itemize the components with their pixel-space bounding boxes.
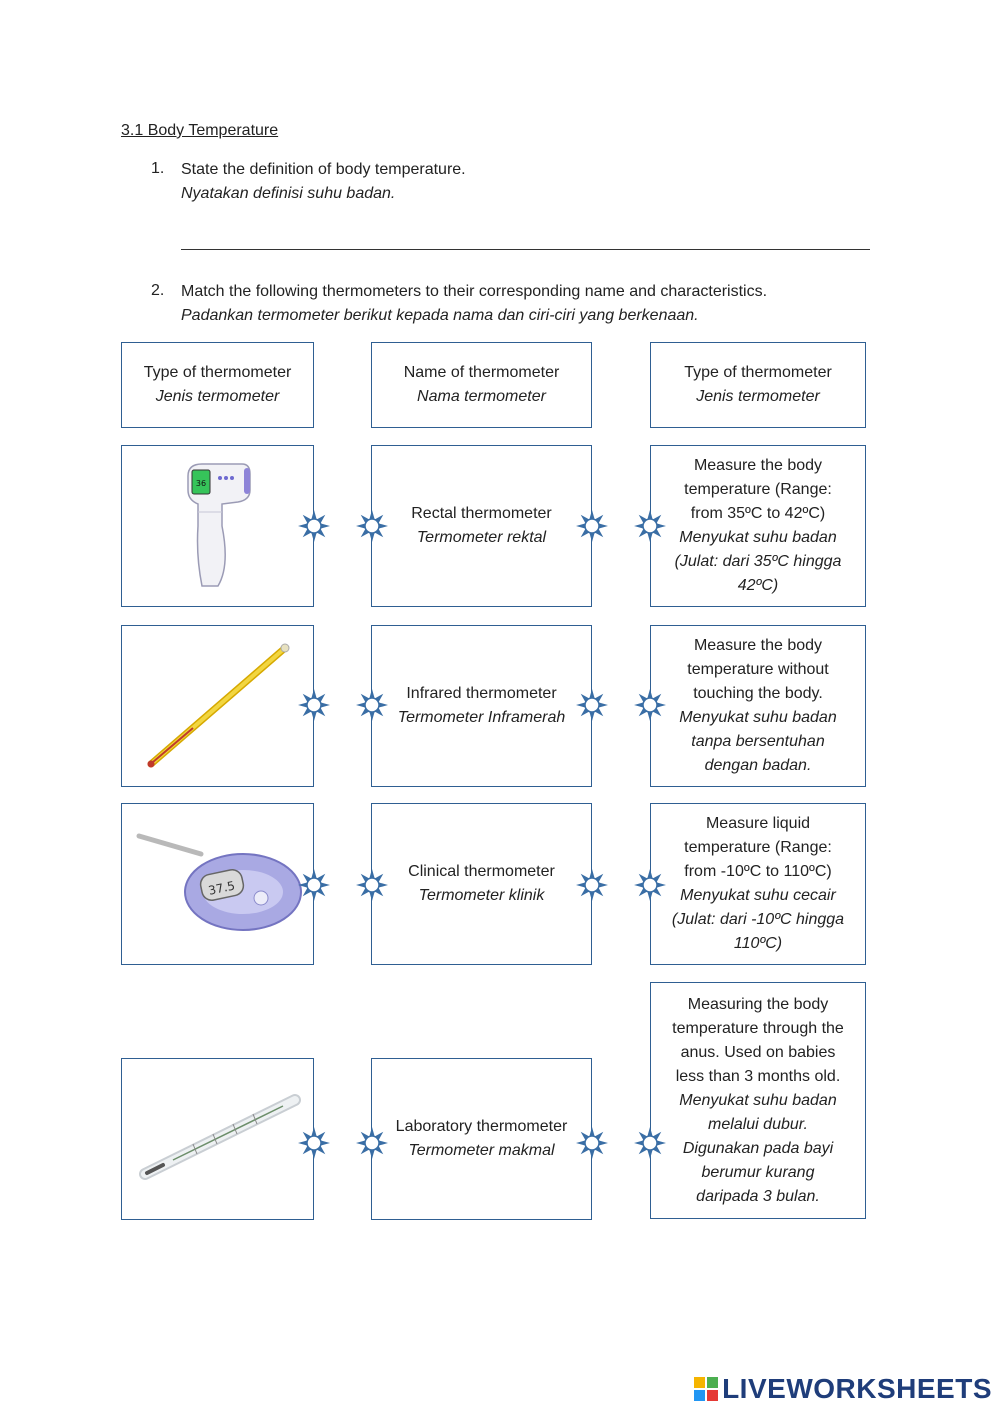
- laboratory-thermometer-image: [133, 636, 303, 776]
- char-2-en-line: touching the body.: [693, 685, 823, 702]
- characteristic-box-2: [650, 625, 866, 787]
- image-connector-4-star-icon[interactable]: [296, 1125, 332, 1161]
- pacifier-thermometer-image: [133, 824, 303, 944]
- char-2-ms-line: Menyukat suhu badan: [679, 709, 837, 726]
- name-2-ms: Termometer Inframerah: [397, 709, 566, 726]
- char-2-ms-line: tanpa bersentuhan: [691, 733, 825, 750]
- char-4-en-line: less than 3 months old.: [675, 1067, 841, 1085]
- image-box-1: [121, 445, 314, 607]
- char-3-en-line: from -10ºC to 110ºC): [684, 863, 832, 880]
- char-3-en-line: temperature (Range:: [684, 839, 832, 856]
- header-col3-en: Type of thermometer: [684, 364, 832, 381]
- name-left-connector-2-star-icon[interactable]: [354, 687, 390, 723]
- header-col1-ms: Jenis termometer: [155, 388, 280, 405]
- question-1-text-ms: Nyatakan definisi suhu badan.: [181, 185, 396, 202]
- char-3-ms-line: Menyukat suhu cecair: [680, 887, 836, 904]
- characteristic-box-3: [650, 803, 866, 965]
- header-col2: [371, 342, 592, 428]
- question-1-number: 1.: [151, 160, 165, 177]
- question-2-text-en: Match the following thermometers to their corresponding name and characteristics.: [181, 283, 768, 300]
- char-1-en-line: temperature (Range:: [684, 481, 832, 498]
- char-2-ms-line: dengan badan.: [704, 757, 812, 774]
- char-3-ms-line: 110ºC): [733, 935, 783, 952]
- name-box-2: [371, 625, 592, 787]
- section-heading: 3.1 Body Temperature: [121, 122, 279, 139]
- image-connector-3-star-icon[interactable]: [296, 867, 332, 903]
- image-box-3: [121, 803, 314, 965]
- characteristic-connector-4-star-icon[interactable]: [632, 1125, 668, 1161]
- header-col1: [121, 342, 314, 428]
- char-4-ms-line: Digunakan pada bayi: [682, 1139, 834, 1157]
- char-1-en-line: Measure the body: [693, 457, 823, 474]
- logo-text: LIVEWORKSHEETS: [722, 1373, 992, 1404]
- char-4-ms-line: Menyukat suhu badan: [679, 1091, 837, 1109]
- image-connector-1-star-icon[interactable]: [296, 508, 332, 544]
- char-4-en-line: Measuring the body: [687, 995, 829, 1013]
- char-2-en-line: temperature without: [687, 661, 829, 678]
- char-1-ms-line: (Julat: dari 35ºC hingga: [674, 553, 842, 570]
- liveworksheets-logo: [694, 1373, 992, 1405]
- svg-text:36: 36: [195, 479, 206, 488]
- name-right-connector-2-star-icon[interactable]: [574, 687, 610, 723]
- char-4-ms-line: daripada 3 bulan.: [696, 1187, 820, 1205]
- name-right-connector-4-star-icon[interactable]: [574, 1125, 610, 1161]
- characteristic-connector-3-star-icon[interactable]: [632, 867, 668, 903]
- name-box-3: [371, 803, 592, 965]
- image-connector-2-star-icon[interactable]: [296, 687, 332, 723]
- characteristic-connector-2-star-icon[interactable]: [632, 687, 668, 723]
- question-1-text-en: State the definition of body temperature.: [181, 161, 466, 178]
- char-3-en-line: Measure liquid: [705, 815, 811, 832]
- name-left-connector-4-star-icon[interactable]: [354, 1125, 390, 1161]
- header-col2-ms: Nama termometer: [417, 388, 546, 405]
- infrared-thermometer-image: [178, 456, 258, 596]
- name-left-connector-3-star-icon[interactable]: [354, 867, 390, 903]
- header-col3-ms: Jenis termometer: [696, 388, 820, 405]
- answer-line[interactable]: [181, 249, 870, 250]
- char-1-ms-line: 42ºC): [737, 577, 779, 594]
- name-right-connector-1-star-icon[interactable]: [574, 508, 610, 544]
- name-2-en: Infrared thermometer: [406, 685, 557, 702]
- name-1-ms: Termometer rektal: [416, 529, 547, 546]
- header-col2-en: Name of thermometer: [403, 364, 560, 381]
- header-col1-en: Type of thermometer: [143, 364, 292, 381]
- char-2-en-line: Measure the body: [693, 637, 823, 654]
- characteristic-box-1: [650, 445, 866, 607]
- name-box-1: [371, 445, 592, 607]
- char-1-en-line: from 35ºC to 42ºC): [690, 505, 826, 522]
- name-3-en: Clinical thermometer: [408, 863, 555, 880]
- logo-mark-icon: [694, 1377, 718, 1401]
- name-left-connector-1-star-icon[interactable]: [354, 508, 390, 544]
- name-4-ms: Termometer makmal: [408, 1142, 555, 1159]
- question-1-text: [181, 158, 466, 206]
- question-2-text-ms: Padankan termometer berikut kepada nama dan ciri-ciri yang berkenaan.: [181, 307, 699, 324]
- char-4-en-line: anus. Used on babies: [680, 1043, 836, 1061]
- header-col3: [650, 342, 866, 428]
- name-3-ms: Termometer klinik: [418, 887, 545, 904]
- name-right-connector-3-star-icon[interactable]: [574, 867, 610, 903]
- name-1-en: Rectal thermometer: [411, 505, 552, 522]
- name-4-en: Laboratory thermometer: [395, 1118, 568, 1135]
- question-2-number: 2.: [151, 282, 165, 299]
- name-box-4: [371, 1058, 592, 1220]
- char-1-ms-line: Menyukat suhu badan: [679, 529, 837, 546]
- char-3-ms-line: (Julat: dari -10ºC hingga: [671, 911, 845, 928]
- characteristic-box-4: [650, 982, 866, 1219]
- char-4-ms-line: melalui dubur.: [708, 1115, 808, 1133]
- char-4-en-line: temperature through the: [672, 1019, 844, 1037]
- svg-text:37.5: 37.5: [206, 878, 236, 898]
- image-box-4: [121, 1058, 314, 1220]
- image-box-2: [121, 625, 314, 787]
- char-4-ms-line: berumur kurang: [701, 1163, 815, 1181]
- clinical-thermometer-image: [133, 1084, 303, 1194]
- characteristic-connector-1-star-icon[interactable]: [632, 508, 668, 544]
- question-2-text: [181, 280, 767, 328]
